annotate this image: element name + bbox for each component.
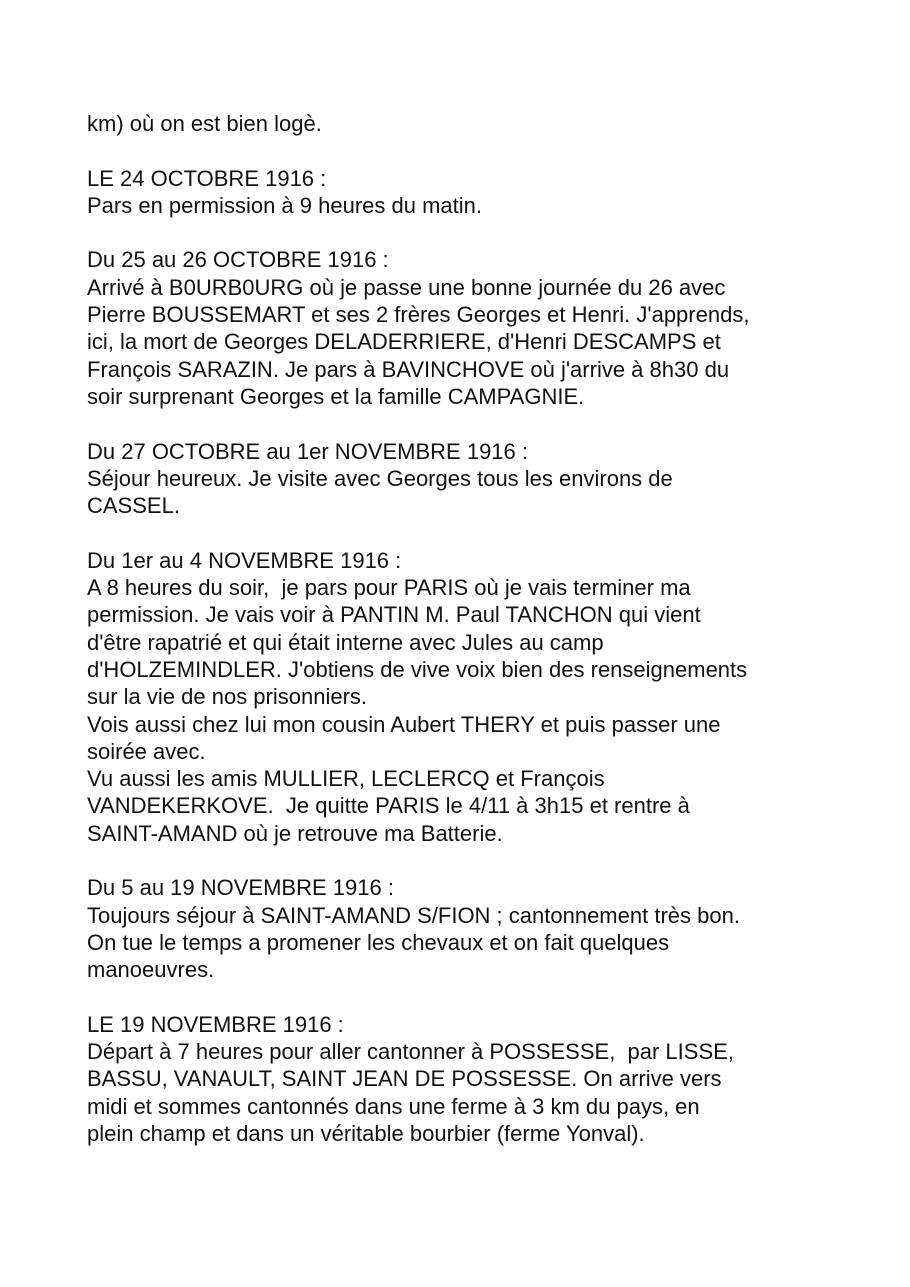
- text-line: On tue le temps a promener les chevaux et on fait quelques: [87, 929, 670, 955]
- entry-heading: Du 1er au 4 NOVEMBRE 1916 :: [87, 547, 402, 573]
- opening-paragraph: [87, 110, 857, 137]
- text-line: Toujours séjour à SAINT-AMAND S/FION ; cantonnement très bon.: [87, 902, 740, 928]
- entry-heading: LE 19 NOVEMBRE 1916 :: [87, 1011, 344, 1037]
- entry-heading: LE 24 OCTOBRE 1916 :: [87, 165, 327, 191]
- text-line: permission. Je vais voir à PANTIN M. Paul TANCHON qui vient: [87, 602, 701, 628]
- text-line: d'HOLZEMINDLER. J'obtiens de vive voix bien des renseignements: [87, 656, 748, 682]
- diary-entry-19-novembre: [87, 1011, 857, 1147]
- text-line: midi et sommes cantonnés dans une ferme à 3 km du pays, en: [87, 1093, 700, 1119]
- text-line: Départ à 7 heures pour aller cantonner à POSSESSE, par LISSE,: [87, 1039, 734, 1065]
- text-line: manoeuvres.: [87, 957, 215, 983]
- entry-heading: Du 25 au 26 OCTOBRE 1916 :: [87, 247, 389, 273]
- text-line: soir surprenant Georges et la famille CAMPAGNIE.: [87, 383, 585, 409]
- text-line: Pars en permission à 9 heures du matin.: [87, 192, 482, 218]
- entry-heading: Du 5 au 19 NOVEMBRE 1916 :: [87, 875, 394, 901]
- text-line: VANDEKERKOVE. Je quitte PARIS le 4/11 à 3h15 et rentre à: [87, 793, 690, 819]
- text-line: François SARAZIN. Je pars à BAVINCHOVE où j'arrive à 8h30 du: [87, 356, 730, 382]
- text-line: km) où on est bien logè.: [87, 111, 322, 136]
- diary-entry-27-octobre-1-novembre: [87, 438, 857, 520]
- diary-entry-25-26-octobre: [87, 246, 857, 410]
- text-line: soirée avec.: [87, 738, 206, 764]
- diary-entry-5-19-novembre: [87, 874, 857, 983]
- text-line: plein champ et dans un véritable bourbier (ferme Yonval).: [87, 1120, 645, 1146]
- text-line: d'être rapatrié et qui était interne avec Jules au camp: [87, 629, 604, 655]
- document-page: [87, 110, 857, 1175]
- text-line: A 8 heures du soir, je pars pour PARIS où je vais terminer ma: [87, 575, 691, 601]
- text-line: CASSEL.: [87, 493, 180, 519]
- diary-entry-1-4-novembre: [87, 547, 857, 847]
- text-line: Vu aussi les amis MULLIER, LECLERCQ et François: [87, 766, 605, 792]
- text-line: Pierre BOUSSEMART et ses 2 frères Georges et Henri. J'apprends,: [87, 302, 750, 328]
- text-line: sur la vie de nos prisonniers.: [87, 684, 368, 710]
- entry-heading: Du 27 OCTOBRE au 1er NOVEMBRE 1916 :: [87, 438, 528, 464]
- text-line: BASSU, VANAULT, SAINT JEAN DE POSSESSE. On arrive vers: [87, 1066, 722, 1092]
- text-line: SAINT-AMAND où je retrouve ma Batterie.: [87, 820, 503, 846]
- text-line: Arrivé à B0URB0URG où je passe une bonne journée du 26 avec: [87, 274, 726, 300]
- text-line: Vois aussi chez lui mon cousin Aubert THERY et puis passer une: [87, 711, 721, 737]
- text-line: ici, la mort de Georges DELADERRIERE, d'Henri DESCAMPS et: [87, 329, 721, 355]
- text-line: Séjour heureux. Je visite avec Georges tous les environs de: [87, 465, 673, 491]
- diary-entry-24-octobre: [87, 165, 857, 220]
